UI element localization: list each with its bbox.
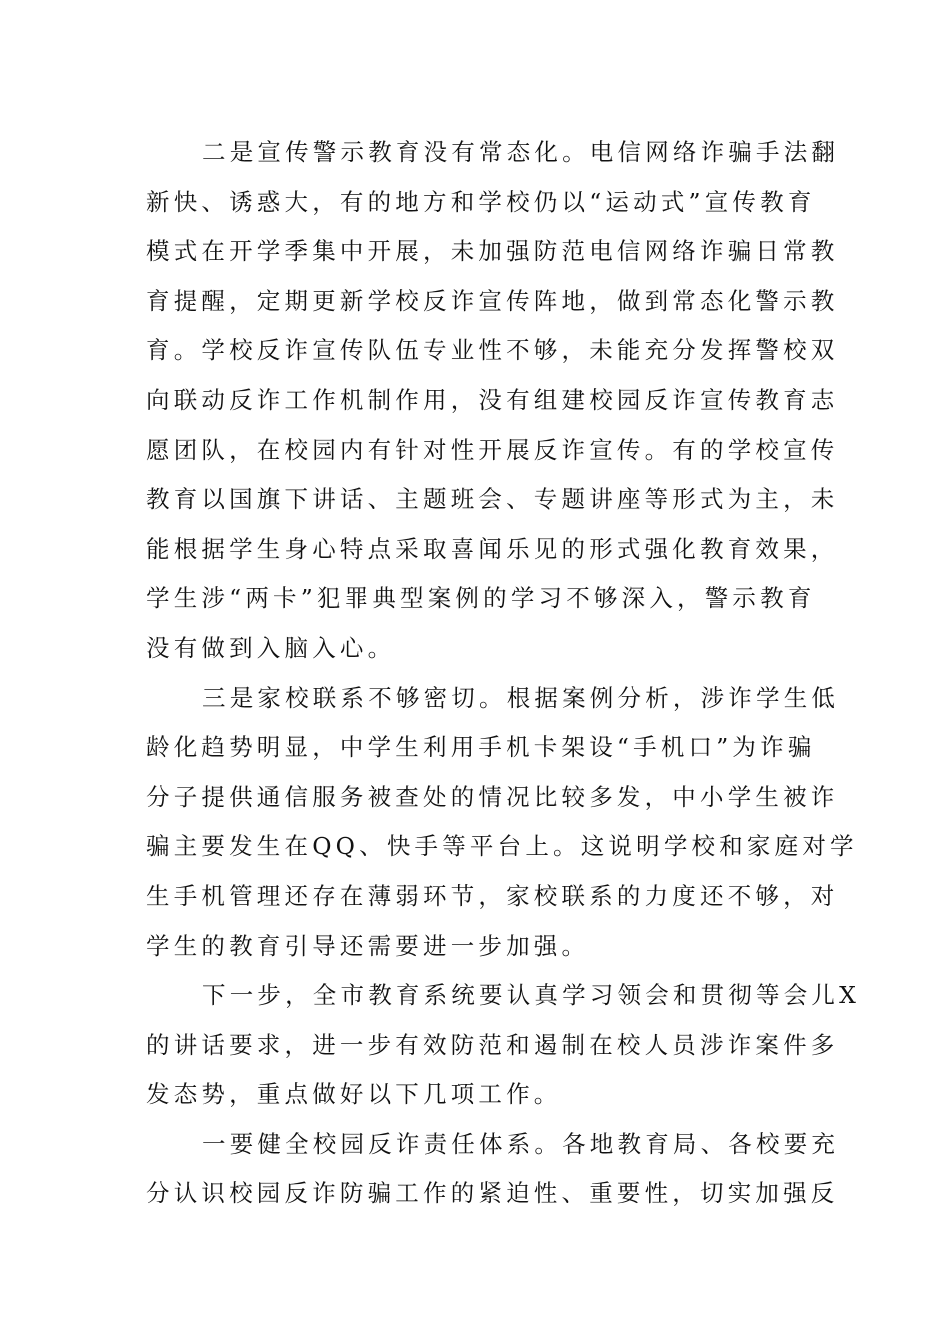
text-line: 分认识校园反诈防骗工作的紧迫性、重要性，切实加强反: [146, 1179, 839, 1208]
text-line: 一要健全校园反诈责任体系。各地教育局、各校要充: [202, 1129, 840, 1158]
text-line: 的讲话要求，进一步有效防范和遏制在校人员涉诈案件多: [146, 1030, 839, 1059]
text-line: 三是家校联系不够密切。根据案例分析，涉诈学生低: [202, 683, 840, 712]
paragraph-publicity-education: [146, 128, 840, 674]
paragraph-home-school-contact: [146, 674, 858, 972]
text-line: 二是宣传警示教育没有常态化。电信网络诈骗手法翻: [202, 138, 840, 166]
text-line: 模式在开学季集中开展，未加强防范电信网络诈骗日常教: [146, 237, 839, 266]
text-line: 新快、诱惑大，有的地方和学校仍以“运动式”宣传教育: [146, 187, 816, 216]
text-line: 发态势，重点做好以下几项工作。: [146, 1080, 562, 1109]
paragraph-responsibility-system: [146, 1120, 840, 1219]
text-line: 学生涉“两卡”犯罪典型案例的学习不够深入，警示教育: [146, 584, 816, 613]
text-line: 能根据学生身心特点采取喜闻乐见的形式强化教育效果，: [146, 534, 839, 563]
text-line: 学生的教育引导还需要进一步加强。: [146, 931, 590, 960]
text-line: 育。学校反诈宣传队伍专业性不够，未能充分发挥警校双: [146, 336, 839, 365]
text-line: 龄化趋势明显，中学生利用手机卡架设“手机口”为诈骗: [146, 733, 816, 762]
text-line: 生手机管理还存在薄弱环节，家校联系的力度还不够，对: [146, 881, 839, 910]
text-line: 愿团队，在校园内有针对性开展反诈宣传。有的学校宣传: [146, 435, 839, 464]
text-line: 向联动反诈工作机制作用，没有组建校园反诈宣传教育志: [146, 385, 839, 414]
text-line: 教育以国旗下讲话、主题班会、专题讲座等形式为主，未: [146, 485, 839, 514]
text-line: 下一步，全市教育系统要认真学习领会和贯彻等会儿X: [202, 981, 861, 1010]
paragraph-next-steps: [146, 971, 861, 1120]
text-line: 没有做到入脑入心。: [146, 633, 396, 662]
text-line: 分子提供通信服务被查处的情况比较多发，中小学生被诈: [146, 782, 839, 811]
text-line: 骗主要发生在QQ、快手等平台上。这说明学校和家庭对学: [146, 832, 858, 861]
text-line: 育提醒，定期更新学校反诈宣传阵地，做到常态化警示教: [146, 286, 839, 315]
document-body: [146, 128, 861, 1219]
